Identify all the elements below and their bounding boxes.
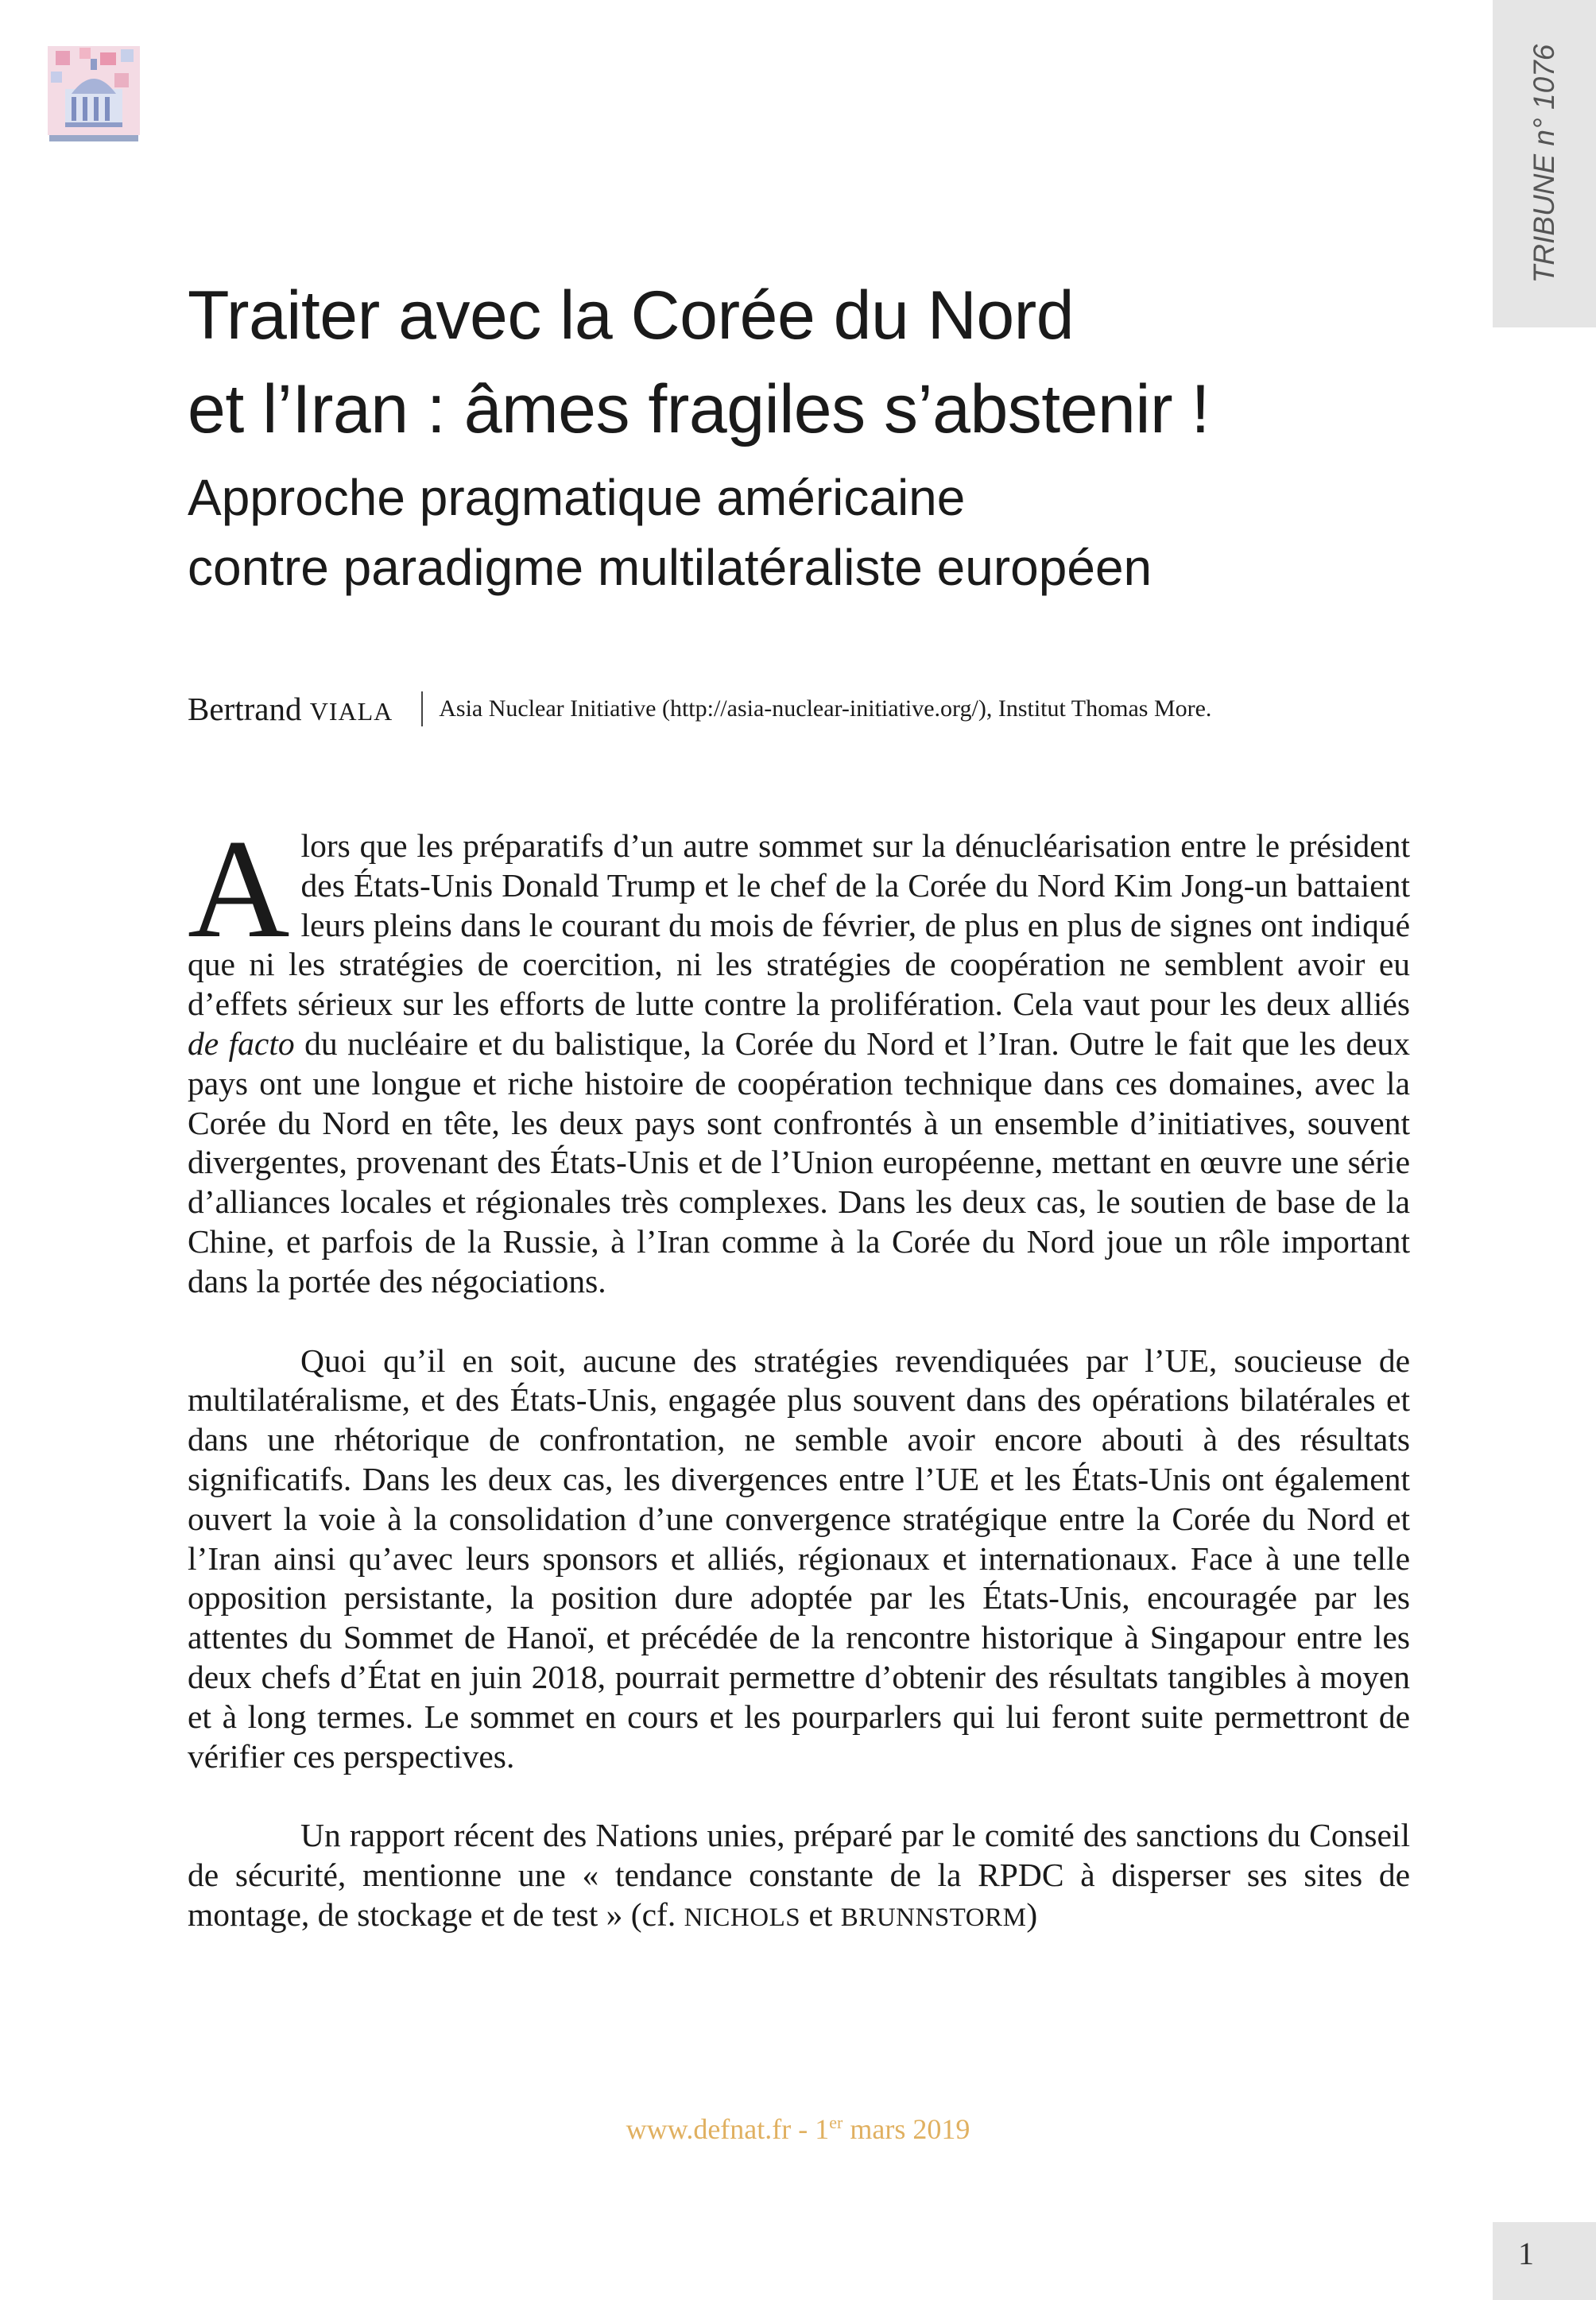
author-affiliation: Asia Nuclear Initiative (http://asia-nuclear-initiative.org/), Institut Thomas More. (439, 695, 1212, 722)
author-last-name: VIALA (309, 697, 393, 726)
subtitle-line-1: Approche pragmatique américaine (188, 469, 966, 526)
paragraph-1-italic: de facto (188, 1024, 295, 1062)
drop-cap: A (188, 810, 290, 967)
paragraph-1 (188, 810, 1411, 1302)
footer-date: mars 2019 (843, 2113, 970, 2145)
series-label: TRIBUNE n° 1076 (1528, 44, 1560, 284)
subtitle-line-2: contre paradigme multilatéraliste européen (188, 539, 1152, 596)
logo (48, 46, 140, 141)
building-dome-logo-icon (48, 46, 140, 135)
paragraph-3-text-mid: et (800, 1895, 841, 1933)
paragraph-3-text-end: ) (1026, 1895, 1038, 1933)
byline-divider (421, 691, 423, 726)
paragraph-1-text-a: lors que les préparatifs d’un autre sommet sur la dénucléarisation entre le président des États-Unis Donald Trump et le chef de la Corée du Nord Kim Jong-un battaient leurs pleins dans le courant du mois de février, de plus en plus de signes ont indiqué que ni les stratégies de coercition, ni les stratégies de coopération ne semblent avoir eu d’effets sérieux sur les efforts de lutte contre la prolifération. Cela vaut pour les deux alliés (188, 827, 1410, 1023)
logo-caption-bar (49, 135, 138, 141)
byline (188, 685, 1211, 733)
reference-nichols: NICHOLS (684, 1903, 801, 1932)
paragraph-3 (188, 1816, 1410, 1938)
page-number: 1 (1518, 2236, 1534, 2271)
footer-site: www.defnat.fr - 1 (626, 2113, 830, 2145)
article-title (188, 269, 1210, 456)
author-first-name: Bertrand (188, 691, 310, 727)
reference-brunnstorm: BRUNNSTORM (840, 1903, 1027, 1932)
footer-superscript: er (829, 2112, 843, 2132)
title-line-2: et l’Iran : âmes fragiles s’abstenir ! (188, 371, 1210, 447)
page-number-tab (1493, 2222, 1596, 2300)
paragraph-1-text-b: du nucléaire et du balistique, la Corée du Nord et l’Iran. Outre le fait que les deux pays ont une longue et riche histoire de coopération technique dans ces domaines, avec la Corée du Nord en tête, les deux pays sont confrontés à un ensemble d’initiatives, souvent divergentes, provenant des États-Unis et de l’Union européenne, mettant en œuvre une série d’alliances locales et régionales très complexes. Dans les deux cas, le soutien de base de la Chine, et parfois de la Russie, à l’Iran comme à la Corée du Nord joue un rôle important dans la portée des négociations. (188, 1024, 1411, 1299)
author-name (188, 690, 393, 728)
title-line-1: Traiter avec la Corée du Nord (188, 277, 1075, 354)
paragraph-2: Quoi qu’il en soit, aucune des stratégies revendiquées par l’UE, soucieuse de multilatéralisme, et des États-Unis, engagée plus souvent dans des opérations bilatérales et dans une rhétorique de confrontation, ne semble avoir encore abouti à des résultats significatifs. Dans les deux cas, les divergences entre l’UE et les États-Unis ont également ouvert la voie à la consolidation d’une convergence stratégique entre la Corée du Nord et l’Iran ainsi qu’avec leurs sponsors et alliés, régionaux et internationaux. Face à une telle opposition persistante, la position dure adoptée par les États-Unis, encouragée par les attentes du Sommet de Hanoï, et précédée de la rencontre historique à Singapour entre les deux chefs d’État en juin 2018, pourrait permettre d’obtenir des résultats tangibles à moyen et à long termes. Le sommet en cours et les pourparlers qui lui feront suite permettront de vérifier ces perspectives. (188, 1342, 1410, 1775)
article-subtitle (188, 463, 1152, 602)
footer-citation (0, 2112, 1596, 2146)
paragraph-3-text-a: Un rapport récent des Nations unies, préparé par le comité des sanctions du Conseil de sécurité, mentionne une « tendance constante de la RPDC à disperser ses sites de montage, de stockage et de test » (cf. (188, 1817, 1410, 1933)
article-body (188, 810, 1411, 1978)
